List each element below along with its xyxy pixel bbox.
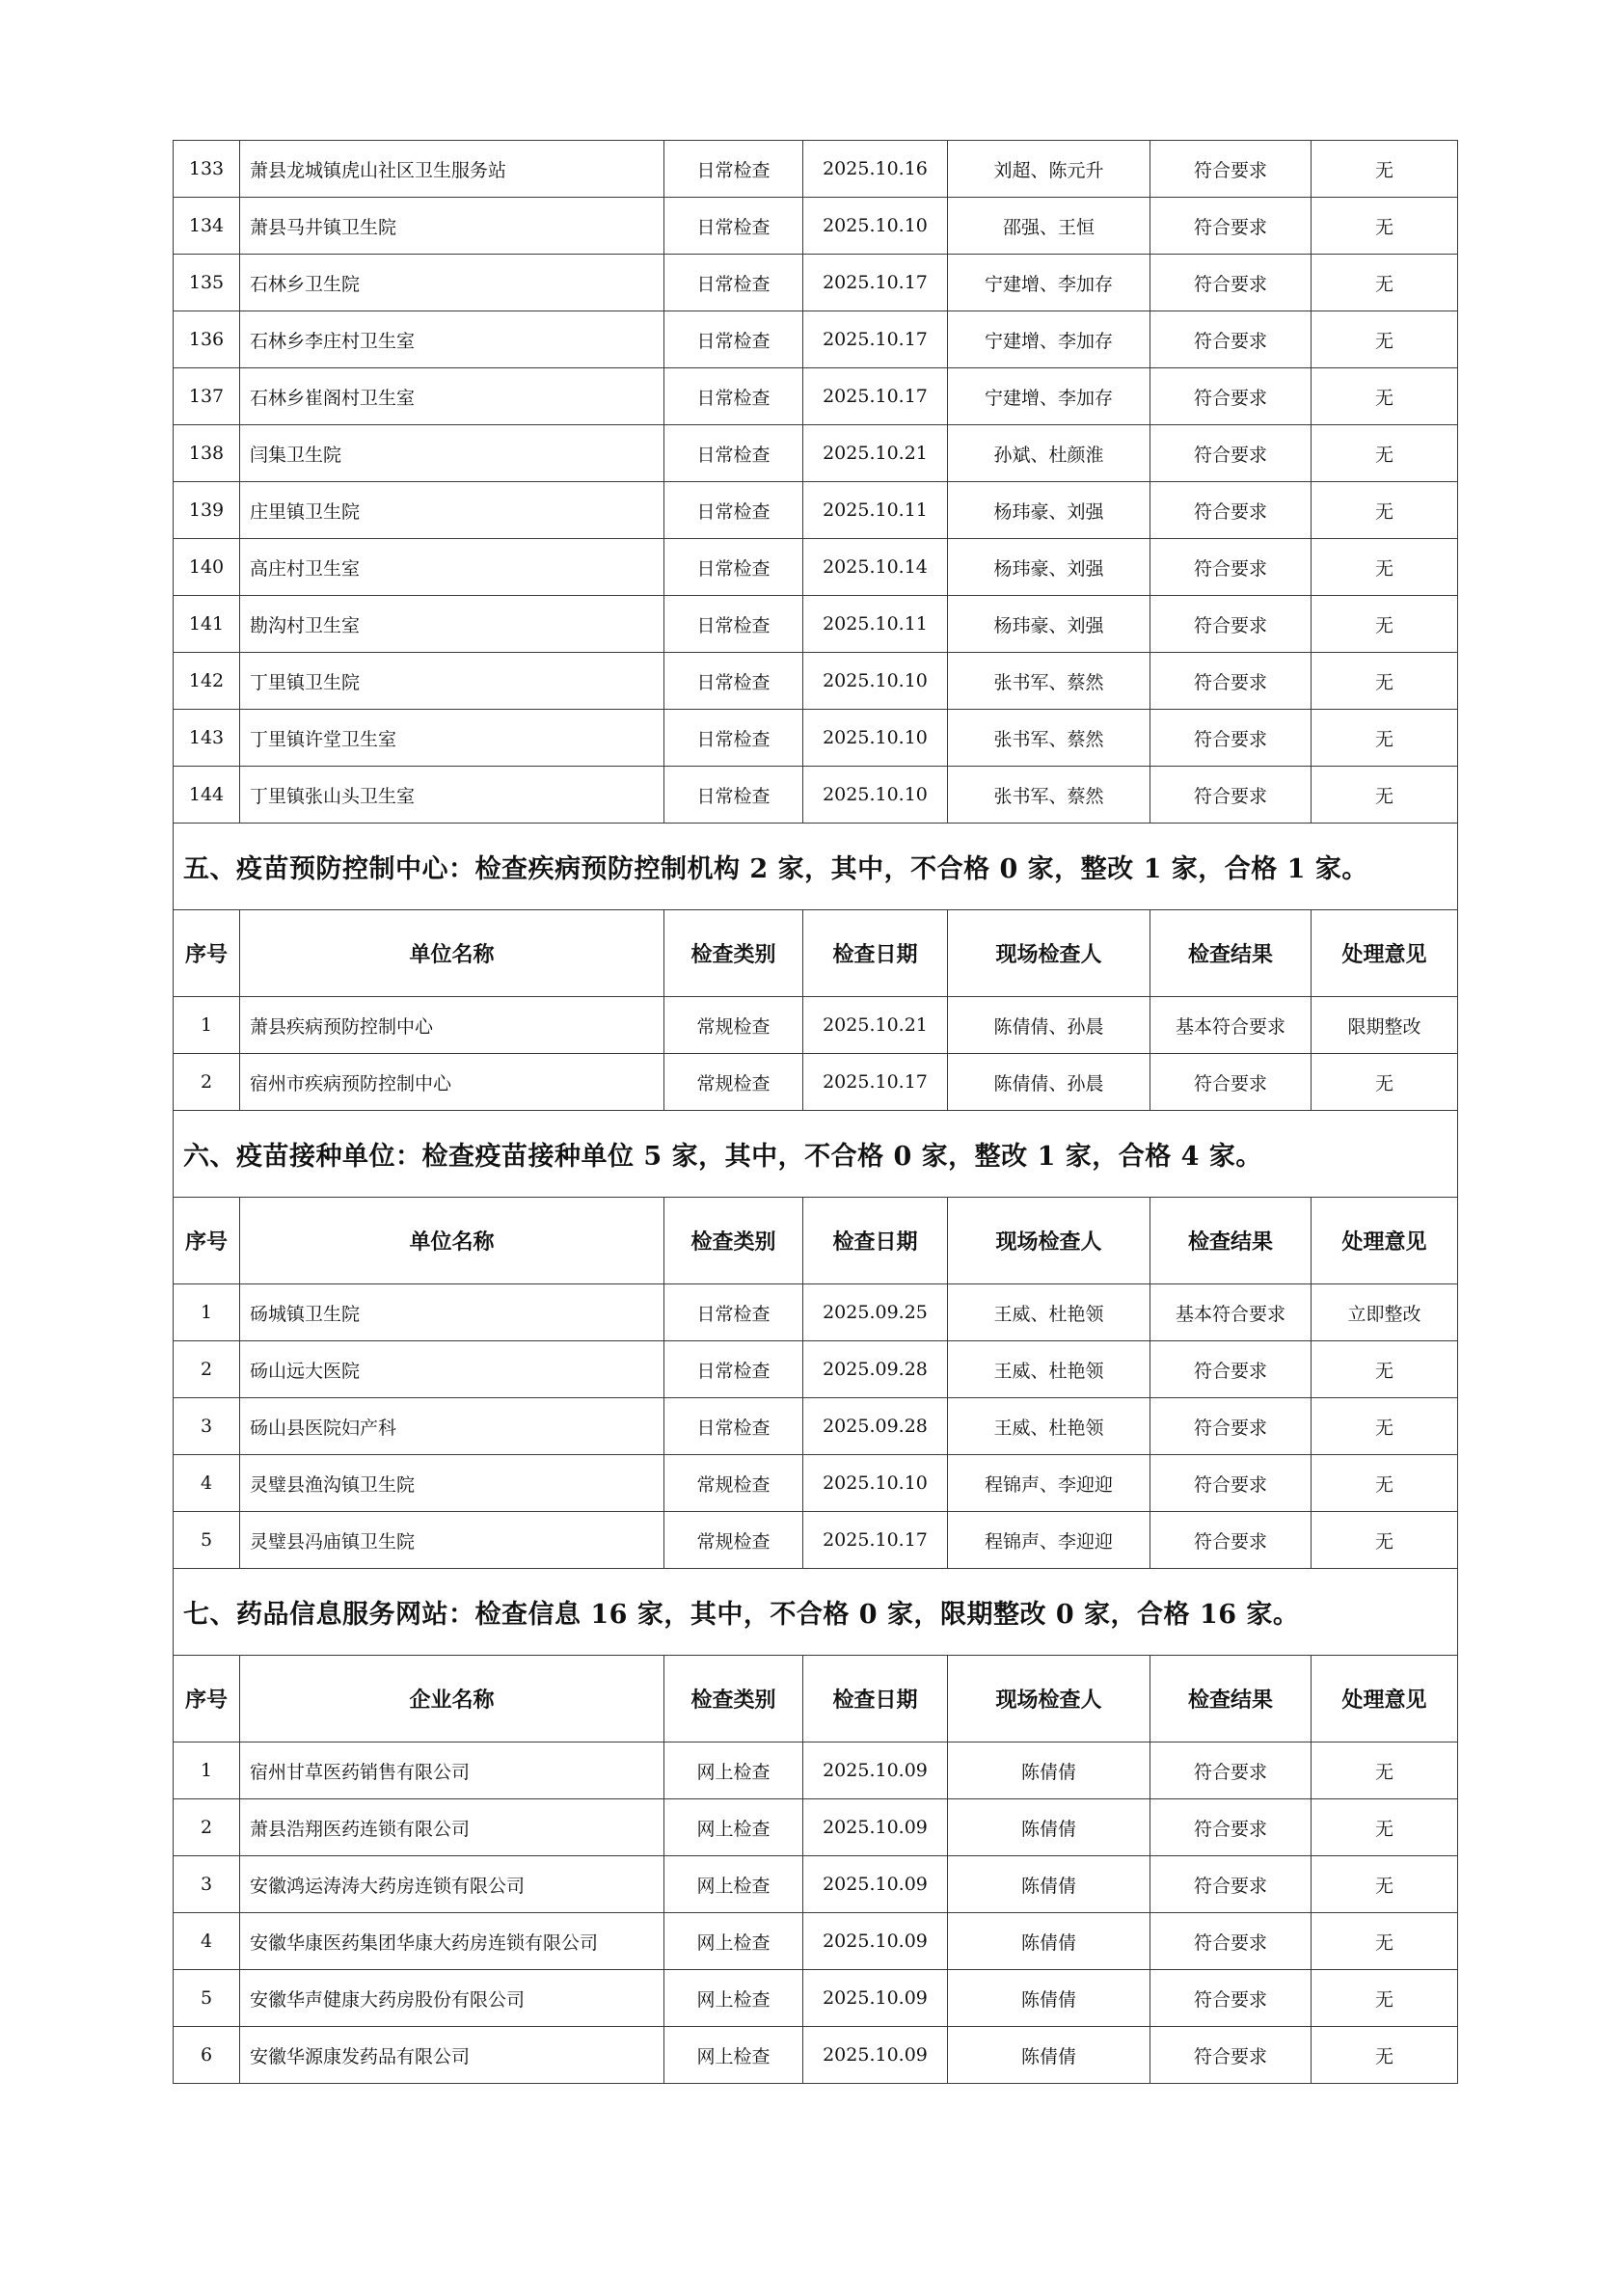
cell-inspectors: 杨玮豪、刘强 [948,482,1150,539]
header-inspectors: 现场检查人 [948,1198,1150,1284]
cell-opinion: 无 [1312,1913,1458,1970]
table-row [174,653,1458,710]
cell-opinion: 无 [1312,1856,1458,1913]
cell-check-type: 网上检查 [664,1970,803,2027]
table-row [174,539,1458,596]
header-check-date: 检查日期 [803,1656,948,1742]
section-heading-row [174,1569,1458,1656]
cell-unit-name: 庄里镇卫生院 [240,482,664,539]
cell-check-date: 2025.10.17 [803,1054,948,1111]
cell-check-type: 日常检查 [664,1341,803,1398]
cell-opinion: 无 [1312,141,1458,198]
cell-check-date: 2025.10.21 [803,425,948,482]
cell-unit-name: 高庄村卫生室 [240,539,664,596]
cell-opinion: 无 [1312,1455,1458,1512]
header-unit-name: 单位名称 [240,910,664,997]
cell-unit-name: 丁里镇张山头卫生室 [240,767,664,824]
cell-no: 2 [174,1341,240,1398]
cell-result: 符合要求 [1150,1455,1312,1512]
cell-check-type: 日常检查 [664,1284,803,1341]
table-row [174,1398,1458,1455]
cell-inspectors: 陈倩倩 [948,1742,1150,1799]
table-row [174,2027,1458,2084]
cell-unit-name: 石林乡李庄村卫生室 [240,311,664,368]
cell-no: 141 [174,596,240,653]
cell-no: 1 [174,1284,240,1341]
cell-opinion: 无 [1312,596,1458,653]
cell-result: 符合要求 [1150,1742,1312,1799]
cell-opinion: 无 [1312,2027,1458,2084]
cell-inspectors: 陈倩倩、孙晨 [948,1054,1150,1111]
cell-opinion: 无 [1312,368,1458,425]
cell-opinion: 无 [1312,1054,1458,1111]
cell-inspectors: 杨玮豪、刘强 [948,596,1150,653]
cell-check-type: 日常检查 [664,141,803,198]
table-row [174,1455,1458,1512]
cell-opinion: 无 [1312,767,1458,824]
cell-check-type: 常规检查 [664,997,803,1054]
cell-opinion: 无 [1312,198,1458,255]
cell-inspectors: 王威、杜艳领 [948,1341,1150,1398]
cell-result: 符合要求 [1150,1341,1312,1398]
cell-no: 3 [174,1856,240,1913]
table-header-row [174,1198,1458,1284]
table-row [174,482,1458,539]
inspection-table-body [174,141,1458,2084]
cell-unit-name: 砀山远大医院 [240,1341,664,1398]
cell-unit-name: 安徽华源康发药品有限公司 [240,2027,664,2084]
inspection-table [173,140,1458,2084]
cell-check-type: 网上检查 [664,1913,803,1970]
section-heading-row [174,824,1458,910]
cell-result: 符合要求 [1150,1054,1312,1111]
header-unit-name: 单位名称 [240,1198,664,1284]
cell-check-type: 日常检查 [664,710,803,767]
cell-check-date: 2025.10.11 [803,596,948,653]
cell-check-type: 日常检查 [664,1398,803,1455]
cell-result: 符合要求 [1150,1398,1312,1455]
cell-unit-name: 宿州甘草医药销售有限公司 [240,1742,664,1799]
table-row [174,1512,1458,1569]
cell-no: 138 [174,425,240,482]
table-row [174,425,1458,482]
table-row [174,1856,1458,1913]
cell-inspectors: 程锦声、李迎迎 [948,1455,1150,1512]
cell-opinion: 限期整改 [1312,997,1458,1054]
cell-inspectors: 陈倩倩 [948,1799,1150,1856]
cell-unit-name: 安徽华声健康大药房股份有限公司 [240,1970,664,2027]
cell-no: 1 [174,1742,240,1799]
cell-inspectors: 王威、杜艳领 [948,1398,1150,1455]
cell-check-date: 2025.10.17 [803,1512,948,1569]
cell-check-type: 日常检查 [664,653,803,710]
cell-inspectors: 陈倩倩 [948,1856,1150,1913]
cell-inspectors: 张书军、蔡然 [948,710,1150,767]
cell-unit-name: 灵璧县冯庙镇卫生院 [240,1512,664,1569]
cell-check-type: 网上检查 [664,1799,803,1856]
table-row [174,255,1458,311]
cell-opinion: 无 [1312,311,1458,368]
header-no: 序号 [174,1198,240,1284]
cell-result: 符合要求 [1150,368,1312,425]
header-no: 序号 [174,910,240,997]
cell-unit-name: 灵璧县渔沟镇卫生院 [240,1455,664,1512]
cell-check-date: 2025.10.10 [803,710,948,767]
section-heading-row [174,1111,1458,1198]
table-row [174,1970,1458,2027]
cell-no: 4 [174,1455,240,1512]
table-row [174,368,1458,425]
table-row [174,596,1458,653]
header-result: 检查结果 [1150,910,1312,997]
cell-check-type: 日常检查 [664,596,803,653]
cell-unit-name: 萧县龙城镇虎山社区卫生服务站 [240,141,664,198]
cell-inspectors: 王威、杜艳领 [948,1284,1150,1341]
cell-opinion: 无 [1312,1799,1458,1856]
cell-inspectors: 刘超、陈元升 [948,141,1150,198]
table-row [174,198,1458,255]
cell-no: 5 [174,1512,240,1569]
header-check-date: 检查日期 [803,910,948,997]
cell-no: 2 [174,1799,240,1856]
cell-unit-name: 安徽鸿运涛涛大药房连锁有限公司 [240,1856,664,1913]
cell-unit-name: 萧县疾病预防控制中心 [240,997,664,1054]
cell-result: 符合要求 [1150,311,1312,368]
section-title: 五、疫苗预防控制中心：检查疾病预防控制机构 2 家，其中，不合格 0 家，整改 1 家，合格 1 家。 [174,824,1458,910]
cell-no: 1 [174,997,240,1054]
section-title: 七、药品信息服务网站：检查信息 16 家，其中，不合格 0 家，限期整改 0 家，合格 16 家。 [174,1569,1458,1656]
section-title: 六、疫苗接种单位：检查疫苗接种单位 5 家，其中，不合格 0 家，整改 1 家，合格 4 家。 [174,1111,1458,1198]
cell-check-date: 2025.09.25 [803,1284,948,1341]
cell-check-type: 网上检查 [664,1856,803,1913]
cell-result: 符合要求 [1150,1970,1312,2027]
cell-result: 符合要求 [1150,767,1312,824]
table-row [174,710,1458,767]
cell-check-date: 2025.09.28 [803,1341,948,1398]
cell-check-type: 常规检查 [664,1455,803,1512]
table-row [174,311,1458,368]
cell-no: 3 [174,1398,240,1455]
cell-check-date: 2025.10.14 [803,539,948,596]
cell-check-date: 2025.10.09 [803,1913,948,1970]
header-opinion: 处理意见 [1312,1198,1458,1284]
cell-check-date: 2025.10.16 [803,141,948,198]
cell-unit-name: 安徽华康医药集团华康大药房连锁有限公司 [240,1913,664,1970]
cell-check-date: 2025.10.17 [803,311,948,368]
cell-result: 符合要求 [1150,596,1312,653]
cell-result: 基本符合要求 [1150,997,1312,1054]
cell-inspectors: 陈倩倩 [948,1913,1150,1970]
header-result: 检查结果 [1150,1656,1312,1742]
cell-inspectors: 张书军、蔡然 [948,767,1150,824]
cell-check-date: 2025.10.10 [803,1455,948,1512]
cell-inspectors: 陈倩倩 [948,2027,1150,2084]
cell-inspectors: 邵强、王恒 [948,198,1150,255]
cell-check-type: 日常检查 [664,482,803,539]
cell-opinion: 无 [1312,1512,1458,1569]
cell-check-date: 2025.10.09 [803,2027,948,2084]
cell-check-date: 2025.10.10 [803,198,948,255]
cell-unit-name: 丁里镇卫生院 [240,653,664,710]
cell-inspectors: 陈倩倩、孙晨 [948,997,1150,1054]
cell-result: 符合要求 [1150,653,1312,710]
header-check-type: 检查类别 [664,1198,803,1284]
cell-check-type: 日常检查 [664,255,803,311]
cell-opinion: 无 [1312,1341,1458,1398]
header-inspectors: 现场检查人 [948,1656,1150,1742]
cell-no: 5 [174,1970,240,2027]
cell-check-date: 2025.10.09 [803,1970,948,2027]
cell-opinion: 无 [1312,710,1458,767]
cell-no: 133 [174,141,240,198]
cell-opinion: 无 [1312,482,1458,539]
table-header-row [174,910,1458,997]
cell-check-date: 2025.10.17 [803,255,948,311]
cell-result: 符合要求 [1150,1913,1312,1970]
header-result: 检查结果 [1150,1198,1312,1284]
cell-result: 基本符合要求 [1150,1284,1312,1341]
table-row [174,1054,1458,1111]
cell-opinion: 无 [1312,1742,1458,1799]
cell-result: 符合要求 [1150,141,1312,198]
cell-check-type: 网上检查 [664,1742,803,1799]
cell-inspectors: 宁建增、李加存 [948,255,1150,311]
cell-check-type: 日常检查 [664,311,803,368]
cell-check-date: 2025.09.28 [803,1398,948,1455]
cell-opinion: 无 [1312,1398,1458,1455]
cell-opinion: 立即整改 [1312,1284,1458,1341]
cell-unit-name: 砀城镇卫生院 [240,1284,664,1341]
table-row [174,1341,1458,1398]
cell-no: 6 [174,2027,240,2084]
cell-check-type: 日常检查 [664,425,803,482]
cell-no: 135 [174,255,240,311]
header-unit-name: 企业名称 [240,1656,664,1742]
cell-no: 137 [174,368,240,425]
cell-check-date: 2025.10.09 [803,1742,948,1799]
header-no: 序号 [174,1656,240,1742]
table-row [174,1799,1458,1856]
cell-check-date: 2025.10.21 [803,997,948,1054]
cell-result: 符合要求 [1150,2027,1312,2084]
cell-inspectors: 张书军、蔡然 [948,653,1150,710]
header-check-type: 检查类别 [664,910,803,997]
cell-check-date: 2025.10.17 [803,368,948,425]
cell-result: 符合要求 [1150,425,1312,482]
cell-check-type: 日常检查 [664,767,803,824]
cell-no: 140 [174,539,240,596]
cell-opinion: 无 [1312,539,1458,596]
cell-no: 2 [174,1054,240,1111]
cell-opinion: 无 [1312,425,1458,482]
cell-no: 134 [174,198,240,255]
cell-result: 符合要求 [1150,1856,1312,1913]
table-row [174,1913,1458,1970]
cell-no: 136 [174,311,240,368]
table-row [174,997,1458,1054]
cell-no: 144 [174,767,240,824]
cell-result: 符合要求 [1150,198,1312,255]
cell-check-type: 常规检查 [664,1512,803,1569]
cell-check-date: 2025.10.09 [803,1856,948,1913]
table-row [174,1742,1458,1799]
cell-unit-name: 石林乡崔阁村卫生室 [240,368,664,425]
cell-inspectors: 程锦声、李迎迎 [948,1512,1150,1569]
cell-unit-name: 萧县浩翔医药连锁有限公司 [240,1799,664,1856]
table-row [174,1284,1458,1341]
cell-check-type: 日常检查 [664,198,803,255]
cell-unit-name: 丁里镇许堂卫生室 [240,710,664,767]
cell-no: 142 [174,653,240,710]
cell-opinion: 无 [1312,1970,1458,2027]
cell-result: 符合要求 [1150,710,1312,767]
cell-inspectors: 杨玮豪、刘强 [948,539,1150,596]
cell-unit-name: 勘沟村卫生室 [240,596,664,653]
cell-no: 139 [174,482,240,539]
cell-check-date: 2025.10.11 [803,482,948,539]
cell-inspectors: 宁建增、李加存 [948,368,1150,425]
cell-no: 143 [174,710,240,767]
cell-inspectors: 陈倩倩 [948,1970,1150,2027]
cell-inspectors: 宁建增、李加存 [948,311,1150,368]
cell-check-type: 网上检查 [664,2027,803,2084]
header-check-type: 检查类别 [664,1656,803,1742]
header-opinion: 处理意见 [1312,910,1458,997]
table-row [174,141,1458,198]
cell-check-type: 日常检查 [664,368,803,425]
cell-no: 4 [174,1913,240,1970]
cell-check-date: 2025.10.10 [803,767,948,824]
header-opinion: 处理意见 [1312,1656,1458,1742]
cell-unit-name: 宿州市疾病预防控制中心 [240,1054,664,1111]
header-check-date: 检查日期 [803,1198,948,1284]
cell-check-date: 2025.10.10 [803,653,948,710]
cell-result: 符合要求 [1150,255,1312,311]
cell-opinion: 无 [1312,255,1458,311]
cell-result: 符合要求 [1150,482,1312,539]
cell-unit-name: 萧县马井镇卫生院 [240,198,664,255]
cell-check-type: 日常检查 [664,539,803,596]
cell-inspectors: 孙斌、杜颜淮 [948,425,1150,482]
cell-unit-name: 砀山县医院妇产科 [240,1398,664,1455]
cell-check-date: 2025.10.09 [803,1799,948,1856]
cell-result: 符合要求 [1150,539,1312,596]
table-header-row [174,1656,1458,1742]
cell-result: 符合要求 [1150,1512,1312,1569]
header-inspectors: 现场检查人 [948,910,1150,997]
cell-unit-name: 石林乡卫生院 [240,255,664,311]
cell-result: 符合要求 [1150,1799,1312,1856]
cell-check-type: 常规检查 [664,1054,803,1111]
table-row [174,767,1458,824]
cell-unit-name: 闫集卫生院 [240,425,664,482]
cell-opinion: 无 [1312,653,1458,710]
